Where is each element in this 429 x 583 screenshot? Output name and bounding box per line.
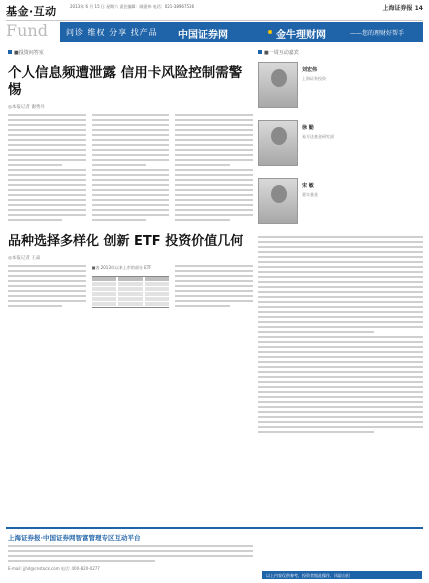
footer-divider (6, 527, 423, 529)
body-column (8, 114, 86, 224)
table-caption: ■表 2013年以来上市的部分 ETF (91, 265, 152, 270)
guest-name: 宋 敏 (302, 183, 314, 189)
second-article-body (8, 265, 253, 310)
guest-photo (258, 120, 298, 166)
footer-ad-bar (262, 571, 422, 579)
article-body (8, 114, 253, 224)
footer-notice (8, 533, 253, 572)
second-article-headline: 品种选择多样化 创新 ETF 投资价值几何 (8, 234, 244, 249)
guest-photo (258, 178, 298, 224)
footer-ad-text: 以上内容仅供参考，投资者据此操作，风险自担 (266, 573, 350, 578)
qa-body (258, 236, 423, 433)
footer-body (8, 545, 253, 562)
article-headline: 个人信息频遭泄露 信用卡风险控制需警惕 (8, 65, 243, 98)
second-article-byline: ◎本报记者 王焱 (8, 256, 41, 261)
page-number: 上海证券报 14 (382, 5, 423, 12)
banner-dot-icon (268, 30, 272, 34)
issue-meta: 2013年 6 月 15 日 星期六 责任编辑：顾嘉伟 电话：021-38967536 (70, 4, 195, 9)
guest-column (258, 49, 423, 436)
table-column (92, 265, 170, 310)
section-title: 基金·互动 (6, 5, 57, 18)
guest-name: 刘宏伟 (302, 67, 318, 73)
guest-card (258, 178, 423, 230)
guest-name: 徐 勤 (302, 125, 314, 131)
guest-photo (258, 62, 298, 108)
guest-kicker: ■一周互动嘉宾 (258, 49, 423, 56)
article-byline: ◎本报记者 谢秀丹 (8, 105, 45, 110)
body-column (175, 114, 253, 224)
body-column (175, 265, 253, 310)
banner-brand-2: 金牛理财网 (276, 30, 326, 41)
guest-title: 嘉实基金 (302, 192, 318, 197)
header-divider (6, 20, 423, 21)
footer-title: 上海证券报·中国证券网智富管理专区互动平台 (8, 534, 141, 542)
body-column (92, 114, 170, 224)
main-article-column (8, 49, 253, 310)
guest-card (258, 120, 423, 172)
guest-title: 易方达基金研究部 (302, 134, 334, 139)
banner-tagline: 问诊 维权 分享 找产品 (66, 28, 158, 37)
body-column (8, 265, 86, 310)
section-english-title: Fund (6, 21, 48, 40)
etf-table (92, 276, 170, 308)
guest-title: 上海证券投资 (302, 76, 326, 81)
banner-slogan: ——您的理财好帮手 (350, 30, 405, 37)
promo-banner (60, 22, 423, 42)
column-kicker: ■投资问答室 (8, 49, 253, 56)
banner-brand: 中国证券网 (178, 30, 228, 41)
section-header (6, 3, 57, 40)
guest-card (258, 62, 423, 114)
footer-contact: E-mail: jjhd@cnstock.com 电话: 400-820-0277 (8, 566, 100, 571)
